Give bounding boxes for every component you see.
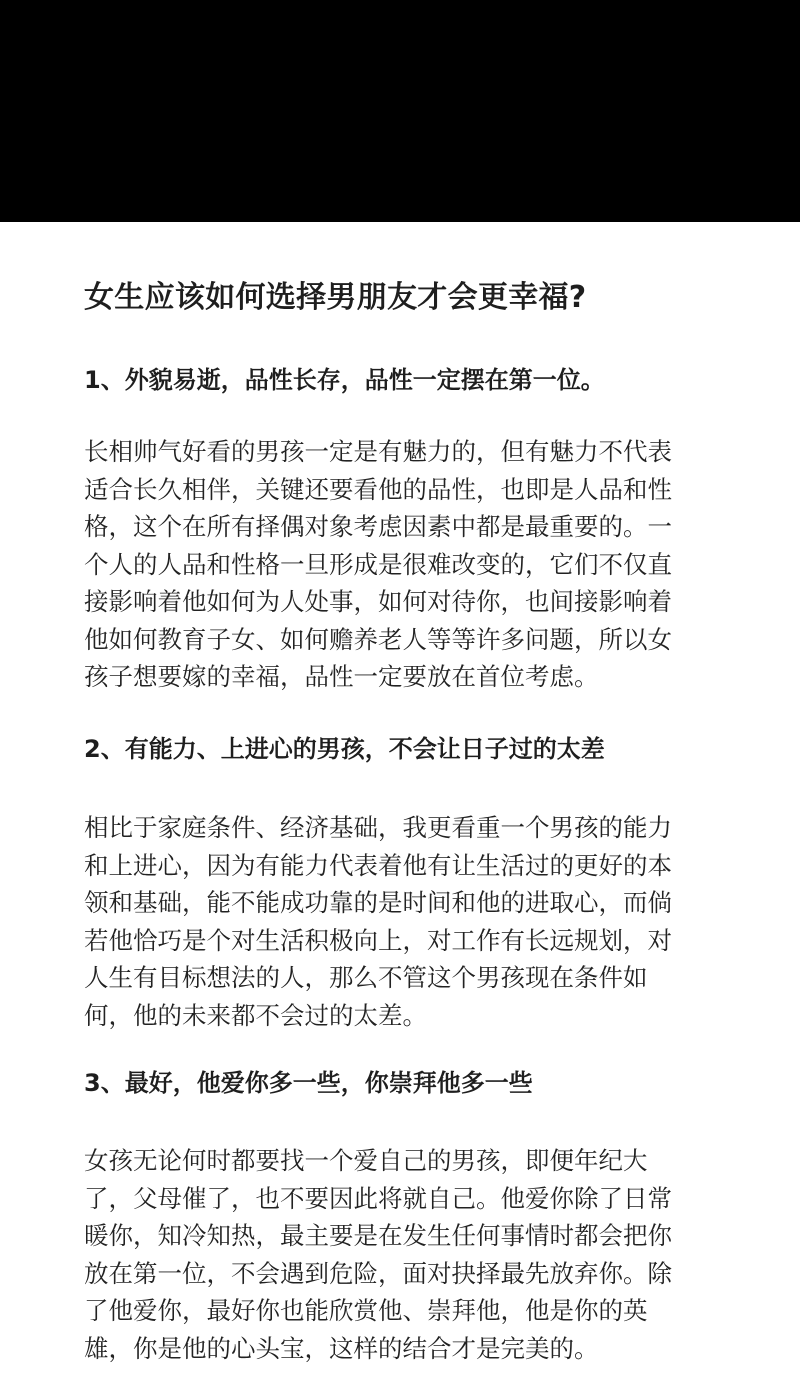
top-black-bar [0, 0, 800, 222]
paragraph-line: 放在第一位，不会遇到危险，面对抉择最先放弃你。除 [84, 1258, 672, 1288]
paragraph-line: 了他爱你，最好你也能欣赏他、崇拜他，他是你的英 [84, 1296, 648, 1325]
paragraph-line: 长相帅气好看的男孩一定是有魅力的，但有魅力不代表 [84, 437, 672, 466]
paragraph-line: 暖你，知冷知热，最主要是在发生任何事情时都会把你 [84, 1221, 672, 1250]
paragraph-line: 接影响着他如何为人处事，如何对待你，也间接影响着 [84, 587, 672, 616]
section-paragraph [84, 1142, 672, 1367]
paragraph-line: 若他恰巧是个对生活积极向上，对工作有长远规划，对 [84, 925, 672, 955]
section-paragraph [84, 433, 672, 696]
paragraph-line: 他如何教育子女、如何赡养老人等等许多问题，所以女 [84, 624, 672, 654]
paragraph-line: 人生有目标想法的人，那么不管这个男孩现在条件如 [84, 963, 648, 992]
section-paragraph [84, 809, 672, 1034]
paragraph-line: 个人的人品和性格一旦形成是很难改变的，它们不仅直 [84, 549, 672, 579]
paragraph-line: 格，这个在所有择偶对象考虑因素中都是最重要的。一 [84, 512, 672, 541]
paragraph-line: 领和基础，能不能成功靠的是时间和他的进取心，而倘 [84, 888, 672, 917]
paragraph-line: 适合长久相伴，关键还要看他的品性，也即是人品和性 [84, 474, 672, 504]
paragraph-line: 何，他的未来都不会过的太差。 [84, 1000, 427, 1030]
paragraph-line: 了，父母催了，也不要因此将就自己。他爱你除了日常 [84, 1183, 672, 1213]
section-heading: 2、有能力、上进心的男孩，不会让日子过的太差 [84, 735, 605, 763]
paragraph-line: 相比于家庭条件、经济基础，我更看重一个男孩的能力 [84, 813, 672, 842]
paragraph-line: 孩子想要嫁的幸福，品性一定要放在首位考虑。 [84, 662, 599, 691]
section-heading: 3、最好，他爱你多一些，你崇拜他多一些 [84, 1069, 533, 1097]
paragraph-line: 和上进心，因为有能力代表着他有让生活过的更好的本 [84, 850, 672, 880]
article-title: 女生应该如何选择男朋友才会更幸福? [84, 280, 587, 315]
section-heading: 1、外貌易逝，品性长存，品性一定摆在第一位。 [84, 366, 605, 394]
paragraph-line: 女孩无论何时都要找一个爱自己的男孩，即便年纪大 [84, 1146, 648, 1175]
paragraph-line: 雄，你是他的心头宝，这样的结合才是完美的。 [84, 1333, 599, 1363]
